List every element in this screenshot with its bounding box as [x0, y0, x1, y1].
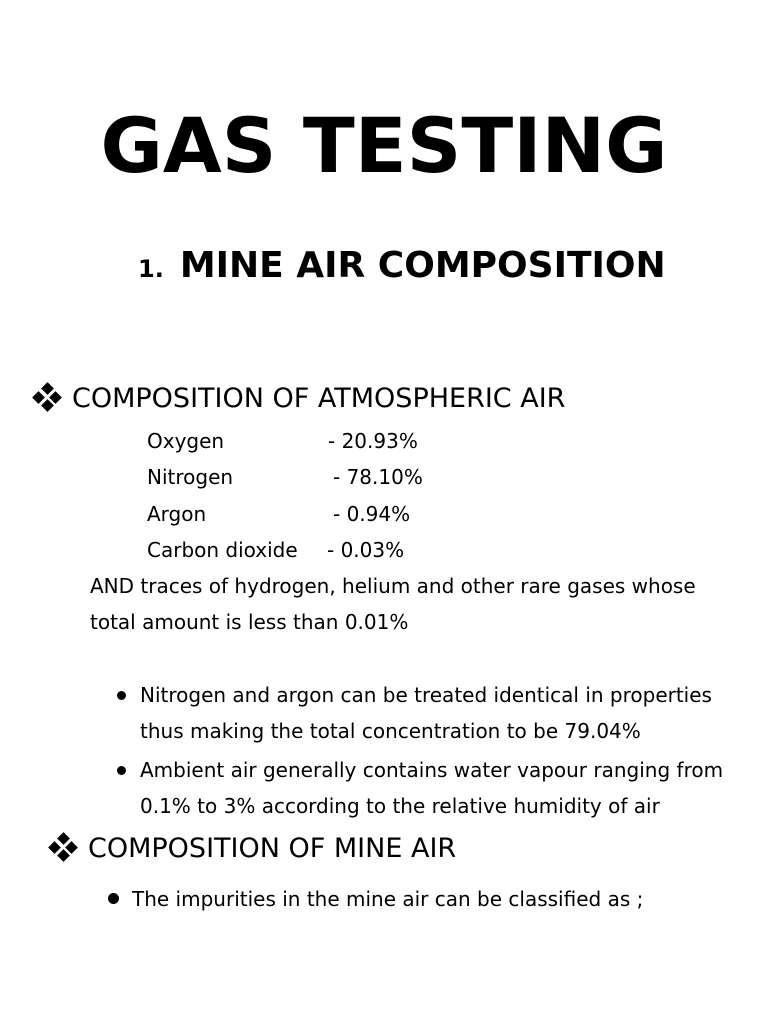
- gas-name: Carbon dioxide: [147, 538, 298, 562]
- gas-value: - 0.94%: [333, 502, 411, 526]
- gas-row-nitrogen: [147, 467, 547, 489]
- gas-name: Nitrogen: [147, 465, 234, 489]
- list-item-line-1: Ambient air generally contains water vapour ranging from: [140, 758, 724, 782]
- bullet-dot-icon: [117, 766, 126, 775]
- gas-name: Argon: [147, 502, 207, 526]
- mine-air-heading: [50, 834, 456, 862]
- section-number: 1.: [138, 255, 164, 283]
- section-title: MINE AIR COMPOSITION: [179, 245, 666, 286]
- list-item-line-2: thus making the total concentration to be 79.04%: [140, 719, 641, 743]
- gas-name: Oxygen: [147, 429, 225, 453]
- four-diamond-icon: [50, 834, 76, 860]
- list-item: [140, 752, 723, 824]
- traces-line-2: total amount is less than 0.01%: [90, 610, 409, 634]
- gas-row-carbon-dioxide: [147, 540, 547, 562]
- list-item: The impurities in the mine air can be classified as ;: [132, 887, 644, 911]
- list-item-line-1: Nitrogen and argon can be treated identical in properties: [140, 683, 712, 707]
- traces-line-1: AND traces of hydrogen, helium and other rare gases whose: [90, 574, 696, 598]
- section-heading: [138, 245, 666, 286]
- list-item: [140, 677, 712, 749]
- gas-value: - 78.10%: [333, 465, 423, 489]
- traces-paragraph: [90, 568, 696, 640]
- four-diamond-icon: [34, 384, 60, 410]
- gas-row-oxygen: [147, 431, 547, 453]
- gas-value: - 0.03%: [327, 538, 405, 562]
- gas-value: - 20.93%: [328, 429, 418, 453]
- mine-air-heading-text: COMPOSITION OF MINE AIR: [88, 833, 457, 864]
- list-item-line-2: 0.1% to 3% according to the relative humidity of air: [140, 794, 660, 818]
- atmospheric-heading: [34, 384, 565, 412]
- gas-row-argon: [147, 504, 547, 526]
- bullet-dot-icon: [108, 893, 119, 904]
- bullet-dot-icon: [117, 691, 126, 700]
- document-title: GAS TESTING: [100, 101, 668, 190]
- atmospheric-heading-text: COMPOSITION OF ATMOSPHERIC AIR: [72, 383, 566, 414]
